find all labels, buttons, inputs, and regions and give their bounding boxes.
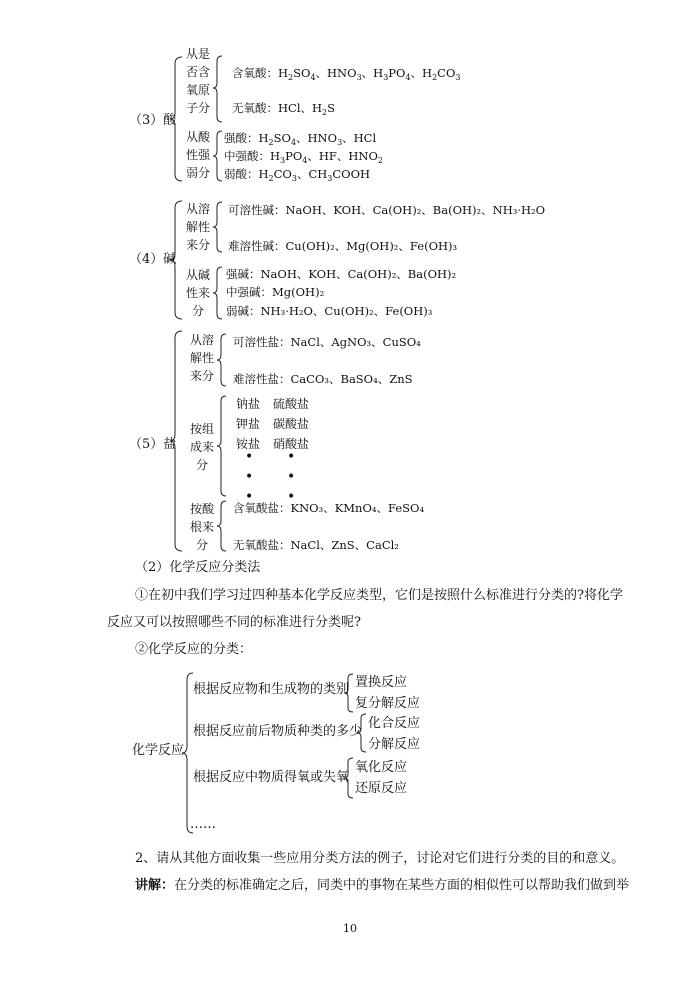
- reaction-branch-2-items: 化合反应 分解反应: [368, 716, 421, 752]
- acid-oxygen-brace: [213, 55, 223, 123]
- base-insoluble: 难溶性碱：Cu(OH)₂、Mg(OH)₂、Fe(OH)₃: [228, 239, 458, 253]
- reaction-branch-3-items: 氧化反应 还原反应: [355, 760, 408, 796]
- question-1-line-2: 反应又可以按照哪些不同的标准进行分类呢?: [107, 615, 361, 630]
- question-1-line-1: ①在初中我们学习过四种基本化学反应类型，它们是按照什么标准进行分类的?将化学: [135, 588, 623, 603]
- salt-oxy: 含氧酸盐：KNO₃、KMnO₄、FeSO₄: [233, 501, 425, 515]
- salt-col1: 钠盐 钾盐 铵盐: [236, 397, 261, 451]
- question-3: 2、请从其他方面收集一些应用分类方法的例子，讨论对它们进行分类的目的和意义。: [135, 851, 625, 866]
- salt-brace: [170, 330, 184, 552]
- salt-soluble: 可溶性盐：NaCl、AgNO₃、CuSO₄: [233, 335, 421, 349]
- acid-label: （3）酸: [129, 113, 177, 128]
- salt-label: （5）盐: [129, 437, 177, 452]
- base-solubility-brace: [213, 201, 223, 253]
- acid-brace: [170, 56, 184, 182]
- salt-col1-dots: • • •: [245, 449, 254, 505]
- acid-strength-group: 从酸 性强 弱分: [186, 130, 211, 180]
- acid-nonoxyacid: 无氧酸：HCl、$H_2S$: [232, 101, 336, 117]
- salt-col2-dots: • • •: [287, 449, 296, 505]
- reaction-branch-2-brace: [357, 713, 367, 753]
- salt-composition-brace: [217, 395, 227, 497]
- section-heading: （2）化学反应分类法: [135, 560, 261, 575]
- base-medium: 中强碱：Mg(OH)₂: [226, 285, 325, 299]
- reaction-branch-1-items: 置换反应 复分解反应: [355, 675, 421, 711]
- base-strong: 强碱：NaOH、KOH、Ca(OH)₂、Ba(OH)₂: [226, 267, 457, 281]
- salt-nonoxy: 无氧酸盐：NaCl、ZnS、CaCl₂: [233, 538, 399, 552]
- acid-strong: 强酸：$H_2SO_4$、$HNO_3$、HCl: [224, 131, 377, 147]
- salt-radical-brace: [217, 500, 227, 552]
- reaction-branch-1-brace: [344, 673, 354, 713]
- base-soluble: 可溶性碱：NaOH、KOH、Ca(OH)₂、Ba(OH)₂、NH₃·H₂O: [228, 203, 546, 217]
- reaction-branch-3-brace: [344, 757, 354, 799]
- reaction-branch-2: 根据反应前后物质种类的多少: [193, 724, 363, 739]
- acid-medium: 中强酸：$H_3PO_4$、HF、$HNO_2$: [224, 149, 384, 165]
- salt-insoluble: 难溶性盐：CaCO₃、BaSO₄、ZnS: [233, 372, 413, 386]
- salt-radical-group: 按酸 根来 分: [190, 502, 215, 552]
- base-brace: [170, 200, 184, 320]
- salt-solubility-group: 从溶 解性 来分: [190, 333, 215, 383]
- explanation-label: 讲解：: [135, 878, 175, 893]
- salt-solubility-brace: [217, 333, 227, 387]
- explanation-text: 在分类的标准确定之后，同类中的事物在某些方面的相似性可以帮助我们做到举: [174, 878, 630, 893]
- question-2: ②化学反应的分类：: [135, 642, 253, 657]
- reaction-root: 化学反应: [132, 743, 185, 758]
- base-weak: 弱碱：NH₃·H₂O、Cu(OH)₂、Fe(OH)₃: [226, 304, 433, 318]
- reaction-more: ……: [190, 817, 216, 832]
- base-strength-group: 从碱 性来 分: [186, 268, 211, 318]
- explanation: [135, 873, 629, 899]
- salt-composition-group: 按组 成来 分: [190, 422, 215, 472]
- base-strength-brace: [213, 266, 223, 320]
- page-number: 10: [343, 922, 357, 935]
- base-label: （4）碱: [129, 252, 177, 267]
- acid-weak: 弱酸：$H_2CO_3$、$CH_3COOH$: [224, 167, 371, 183]
- salt-col2: 硫酸盐 碳酸盐 硝酸盐: [273, 397, 310, 451]
- reaction-branch-1: 根据反应物和生成物的类别: [193, 682, 350, 697]
- acid-oxygen-group: 从是 否含 氧原 子分: [186, 47, 211, 115]
- reaction-branch-3: 根据反应中物质得氧或失氧: [193, 770, 350, 785]
- base-solubility-group: 从溶 解性 来分: [186, 202, 211, 252]
- acid-oxyacid: 含氧酸：$H_2SO_4$、$HNO_3$、$H_3PO_4$、$H_2CO_3$: [232, 66, 461, 82]
- acid-strength-brace: [213, 130, 223, 182]
